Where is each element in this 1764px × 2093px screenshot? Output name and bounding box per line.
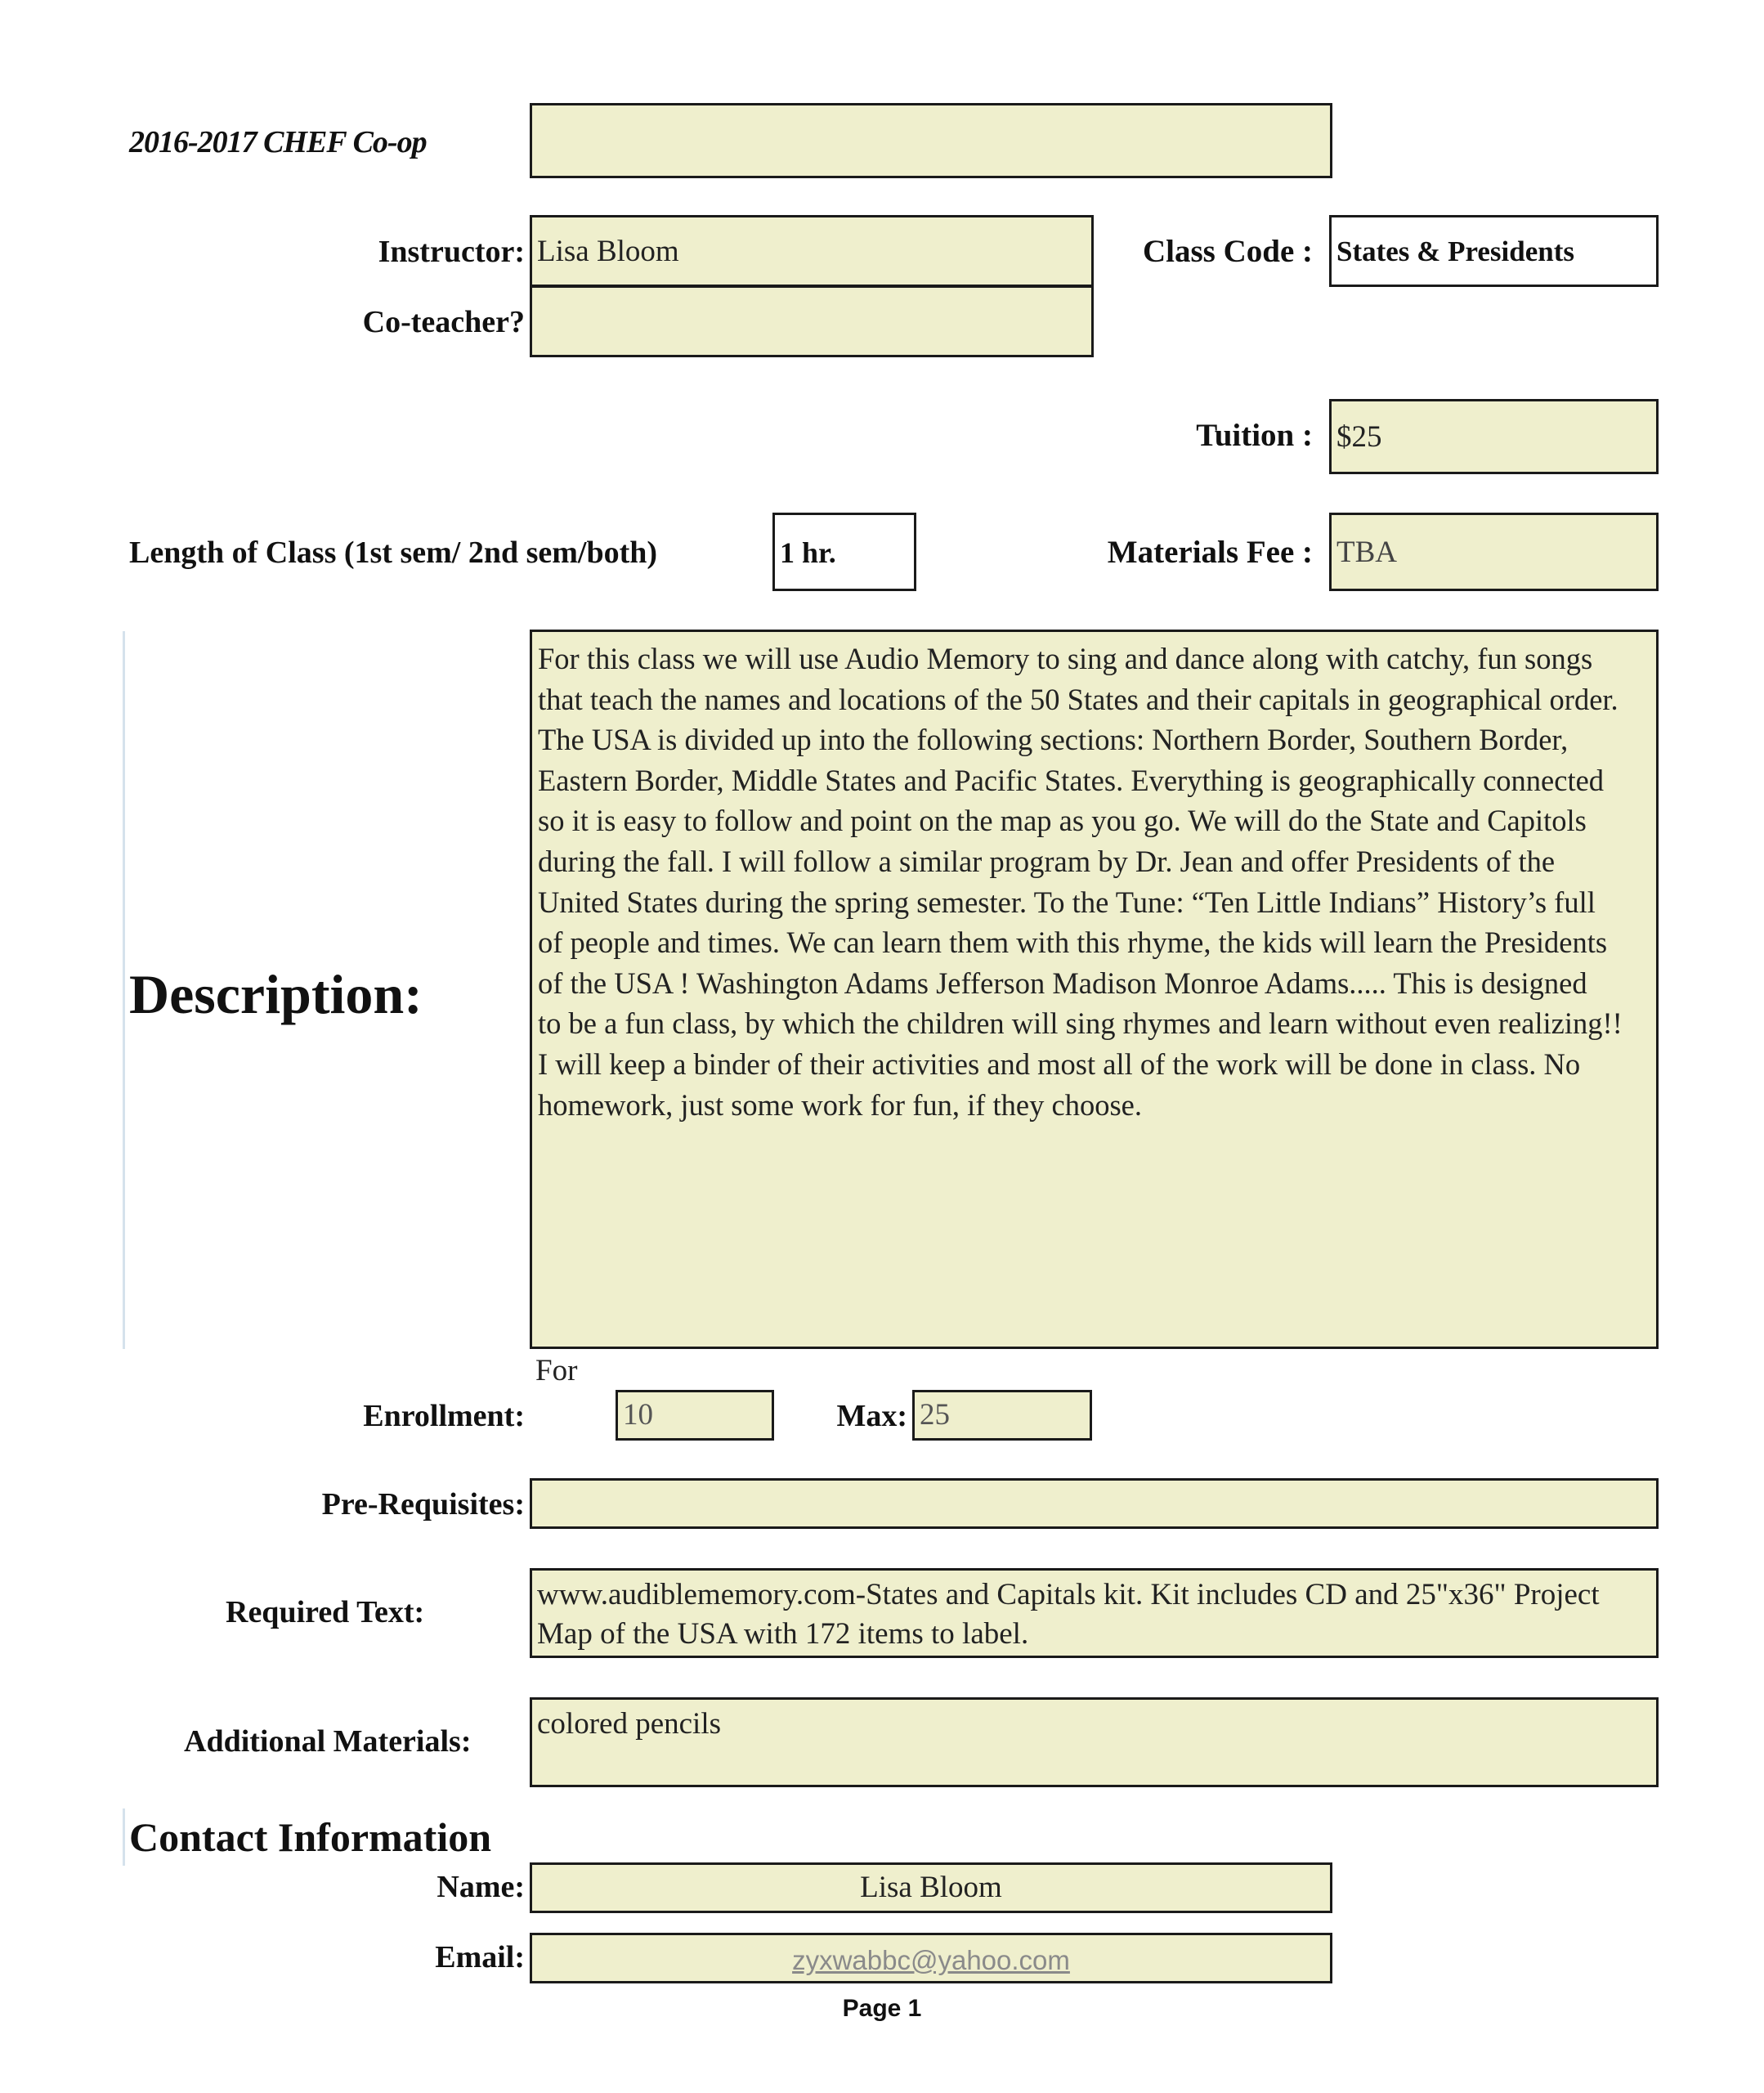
instructor-label: Instructor: (378, 235, 525, 269)
contact-email-link[interactable]: zyxwabbc@yahoo.com (792, 1945, 1070, 1975)
enrollment-for-text: For (535, 1354, 578, 1387)
max-value: 25 (920, 1398, 950, 1432)
enrollment-field[interactable] (616, 1390, 774, 1441)
class-code-label: Class Code : (1142, 234, 1313, 269)
coteacher-label: Co-teacher? (362, 305, 525, 339)
tuition-label: Tuition : (1196, 418, 1313, 453)
enrollment-label: Enrollment: (363, 1399, 525, 1433)
materials-fee-label: Materials Fee : (1107, 535, 1313, 570)
materials-fee-field[interactable] (1329, 513, 1659, 591)
tuition-value: $25 (1336, 420, 1382, 454)
prerequisites-field[interactable] (530, 1478, 1659, 1529)
additional-materials-label: Additional Materials: (184, 1724, 472, 1759)
contact-email-label: Email: (435, 1940, 525, 1974)
class-code-field[interactable] (1329, 215, 1659, 287)
form-title: 2016-2017 CHEF Co-op (129, 125, 427, 159)
materials-fee-value: TBA (1336, 536, 1397, 569)
max-label: Max: (836, 1399, 907, 1433)
contact-name-field[interactable] (530, 1862, 1332, 1913)
required-text-value: www.audiblememory.com-States and Capitals kit. Kit includes CD and 25"x36" Project Map of the USA with 172 items to label. (537, 1578, 1600, 1651)
page-number: Page 1 (842, 1995, 922, 2022)
enrollment-value: 10 (623, 1398, 653, 1432)
contact-email-field[interactable] (530, 1933, 1332, 1983)
length-field[interactable] (772, 513, 916, 591)
length-label: Length of Class (1st sem/ 2nd sem/both) (129, 536, 658, 570)
class-code-value: States & Presidents (1336, 235, 1574, 267)
additional-materials-field[interactable] (530, 1697, 1659, 1787)
instructor-value: Lisa Bloom (537, 235, 679, 268)
contact-heading: Contact Information (129, 1814, 492, 1860)
additional-materials-value: colored pencils (537, 1707, 721, 1741)
required-text-field[interactable] (530, 1568, 1659, 1658)
contact-side-rule (123, 1808, 125, 1866)
contact-name-value: Lisa Bloom (860, 1871, 1002, 1904)
title-field[interactable] (530, 103, 1332, 178)
tuition-field[interactable] (1329, 399, 1659, 474)
prerequisites-label: Pre-Requisites: (321, 1487, 525, 1522)
description-text: For this class we will use Audio Memory to sing and dance along with catchy, fun songs that teach the names and locations of the 50 States and their capitals in geographical order. The USA is divided up into the following sections: Northern Border, Southern Border, Eastern Border, Middle States and Pacific States. Everything is geographically connected so it is easy to follow and point on the map as you go. We will do the State and Capitols during the fall. I will follow a similar program by Dr. Jean and offer Presidents of the United States during the spring semester. To the Tune: “Ten Little Indians” History’s full of people and times. We can learn them with this rhyme, the kids will learn the Presidents of the USA ! Washington Adams Jefferson Madison Monroe Adams..... This is designed to be a fun class, by which the children will sing rhymes and learn without even realizing!! I will keep a binder of their activities and most all of the work will be done in class. No homework, just some work for fun, if they choose. (538, 642, 1623, 1122)
required-text-label: Required Text: (226, 1595, 425, 1629)
contact-name-label: Name: (437, 1870, 525, 1904)
coteacher-field[interactable] (530, 285, 1094, 357)
description-label: Description: (129, 963, 423, 1025)
length-value: 1 hr. (780, 536, 836, 569)
max-field[interactable] (912, 1390, 1092, 1441)
description-field[interactable] (530, 630, 1659, 1349)
instructor-field[interactable] (530, 215, 1094, 287)
description-side-rule (123, 631, 125, 1349)
